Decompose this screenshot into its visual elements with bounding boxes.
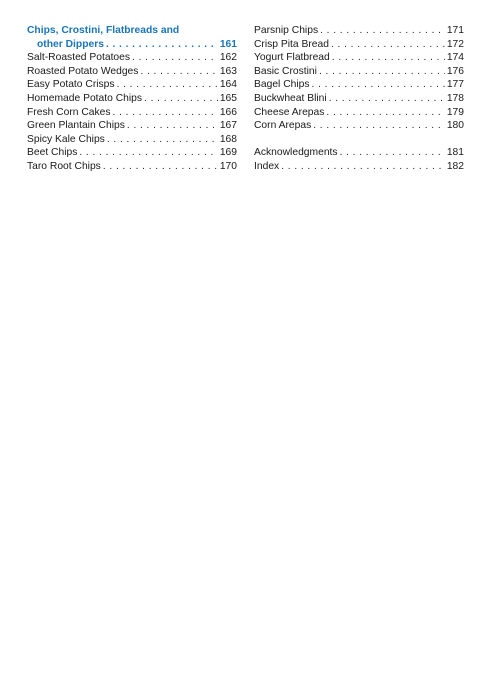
toc-entry-page: 163 (219, 65, 237, 77)
toc-entry-title: Homemade Potato Chips (27, 92, 143, 104)
toc-entry-title: Fresh Corn Cakes (27, 106, 111, 118)
toc-entry-page: 179 (446, 106, 464, 118)
section-title-line2: other Dippers (37, 38, 104, 50)
toc-entry-page: 165 (219, 92, 237, 104)
dot-leader (113, 106, 218, 120)
dot-leader (319, 65, 445, 79)
toc-entry[interactable] (254, 65, 464, 79)
toc-entry-title: Spicy Kale Chips (27, 133, 105, 145)
dot-leader (326, 106, 444, 120)
toc-entry-page: 171 (446, 25, 464, 36)
toc-entry-title: Corn Arepas (254, 120, 312, 132)
toc-entry-page: 180 (446, 120, 464, 132)
back-matter-list (254, 146, 464, 173)
dot-leader (103, 160, 218, 174)
dot-leader (127, 119, 218, 133)
dot-leader (340, 146, 445, 160)
toc-entry[interactable] (254, 92, 464, 106)
toc-entry[interactable] (254, 106, 464, 120)
toc-entry-title: Crisp Pita Bread (254, 38, 329, 50)
left-entry-list (27, 51, 237, 173)
toc-entry[interactable] (27, 51, 237, 65)
toc-entry-title: Easy Potato Crisps (27, 79, 115, 91)
toc-entry[interactable] (254, 24, 464, 38)
dot-leader (331, 38, 445, 52)
toc-entry[interactable] (254, 146, 464, 160)
toc-entry[interactable] (254, 160, 464, 174)
toc-entry-title: Bagel Chips (254, 79, 310, 91)
toc-entry-page: 182 (446, 160, 464, 172)
toc-entry-page: 169 (219, 147, 237, 159)
toc-entry[interactable] (254, 119, 464, 133)
dot-leader (329, 92, 445, 106)
toc-right-column (254, 24, 464, 174)
toc-entry-page: 181 (446, 147, 464, 159)
toc-entry-title: Acknowledgments (254, 147, 338, 159)
section-title-line1: Chips, Crostini, Flatbreads and (27, 25, 180, 36)
toc-entry[interactable] (254, 78, 464, 92)
dot-leader (320, 24, 445, 38)
dot-leader (132, 51, 218, 65)
toc-entry-page: 162 (219, 52, 237, 64)
toc-entry-title: Cheese Arepas (254, 106, 325, 118)
toc-entry[interactable] (27, 78, 237, 92)
dot-leader (312, 78, 445, 92)
toc-entry-page: 167 (219, 120, 237, 132)
toc-entry-page: 176 (446, 65, 464, 77)
toc-entry-title: Roasted Potato Wedges (27, 65, 139, 77)
toc-left-column (27, 24, 237, 174)
toc-entry-page: 166 (219, 106, 237, 118)
toc-entry[interactable] (27, 160, 237, 174)
dot-leader (332, 51, 445, 65)
dot-leader (144, 92, 218, 106)
toc-entry-page: 164 (219, 79, 237, 91)
toc-entry-title: Green Plantain Chips (27, 120, 125, 132)
right-entry-list (254, 24, 464, 133)
toc-entry[interactable] (27, 65, 237, 79)
toc-entry-title: Basic Crostini (254, 65, 317, 77)
toc-entry-title: Parsnip Chips (254, 25, 319, 36)
toc-entry-page: 170 (219, 160, 237, 172)
toc-entry-title: Salt-Roasted Potatoes (27, 52, 131, 64)
toc-entry[interactable] (27, 106, 237, 120)
section-title-entry (27, 38, 237, 52)
toc-entry-page: 178 (446, 92, 464, 104)
toc-entry-title: Beet Chips (27, 147, 78, 159)
dot-leader (117, 78, 218, 92)
toc-entry[interactable] (27, 146, 237, 160)
spacer (254, 133, 464, 147)
dot-leader (79, 146, 217, 160)
toc-entry[interactable] (27, 133, 237, 147)
toc-entry[interactable] (27, 119, 237, 133)
toc-entry-title: Taro Root Chips (27, 160, 101, 172)
dot-leader (107, 133, 218, 147)
dot-leader (313, 119, 445, 133)
toc-entry-title: Yogurt Flatbread (254, 52, 330, 64)
toc-entry-page: 172 (446, 38, 464, 50)
toc-entry-title: Index (254, 160, 280, 172)
toc-entry[interactable] (254, 38, 464, 52)
toc-entry-title: Buckwheat Blini (254, 92, 327, 104)
dot-leader (106, 38, 218, 52)
toc-entry[interactable] (254, 51, 464, 65)
toc-entry[interactable] (27, 92, 237, 106)
toc-entry-page: 174 (446, 52, 464, 64)
dot-leader (281, 160, 445, 174)
toc-entry-page: 168 (219, 133, 237, 145)
section-heading[interactable] (27, 24, 237, 51)
section-page-number: 161 (219, 38, 237, 50)
dot-leader (140, 65, 217, 79)
toc-entry-page: 177 (446, 79, 464, 91)
